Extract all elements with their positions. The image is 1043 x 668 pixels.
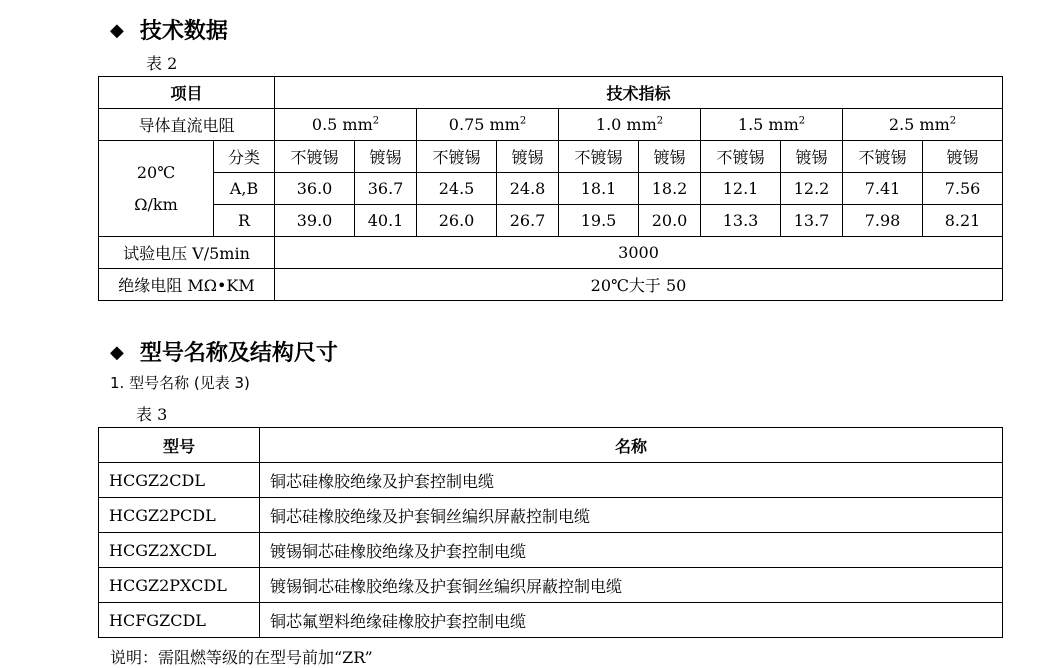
- name-cell: 镀锡铜芯硅橡胶绝缘及护套铜丝编织屏蔽控制电缆: [260, 568, 1003, 603]
- name-cell: 铜芯氟塑料绝缘硅橡胶护套控制电缆: [260, 603, 1003, 638]
- value-cell: 19.5: [559, 205, 639, 237]
- section-title-tech-data: [110, 14, 228, 45]
- conductor-resistance-label: 导体直流电阻: [99, 109, 275, 141]
- header-spec: 技术指标: [275, 77, 1003, 109]
- tin-label: 镀锡: [923, 141, 1003, 173]
- size-cell: 2.5 $mm^2$: [843, 109, 1003, 141]
- model-cell: HCGZ2XCDL: [99, 533, 260, 568]
- header-name: 名称: [260, 428, 1003, 463]
- value-cell: 12.1: [701, 173, 781, 205]
- table-row: [99, 205, 1003, 237]
- tech-data-table: [98, 76, 1003, 301]
- size-cell: 0.5 $mm^2$: [275, 109, 417, 141]
- tin-label: 镀锡: [639, 141, 701, 173]
- value-cell: 36.0: [275, 173, 355, 205]
- table-2-caption: 表 2: [146, 54, 178, 73]
- size-cell: 1.5 $mm^2$: [701, 109, 843, 141]
- tin-label: 镀锡: [497, 141, 559, 173]
- footnote: 说明：需阻燃等级的在型号前加“ZR”: [110, 648, 373, 667]
- voltage-value: 3000: [275, 237, 1003, 269]
- subheading: 1. 型号名称 (见表 3): [110, 374, 250, 392]
- model-cell: HCGZ2CDL: [99, 463, 260, 498]
- insulation-label: 绝缘电阻 MΩ•KM: [99, 269, 275, 301]
- unit-label: Ω/km: [134, 194, 178, 214]
- tin-label: 不镀锡: [701, 141, 781, 173]
- diamond-bullet-icon: ◆: [110, 342, 124, 363]
- temp-label: 20℃: [136, 162, 176, 182]
- insulation-row: [99, 269, 1003, 301]
- conductor-size-row: [99, 109, 1003, 141]
- value-cell: 7.41: [843, 173, 923, 205]
- diamond-bullet-icon: ◆: [110, 20, 124, 41]
- value-cell: 7.98: [843, 205, 923, 237]
- value-cell: 20.0: [639, 205, 701, 237]
- value-cell: 39.0: [275, 205, 355, 237]
- value-cell: 24.5: [417, 173, 497, 205]
- tin-label: 不镀锡: [417, 141, 497, 173]
- value-cell: 18.1: [559, 173, 639, 205]
- class-label: 分类: [214, 141, 275, 173]
- header-model: 型号: [99, 428, 260, 463]
- value-cell: 18.2: [639, 173, 701, 205]
- size-cell: 1.0 $mm^2$: [559, 109, 701, 141]
- voltage-row: [99, 237, 1003, 269]
- value-cell: 12.2: [781, 173, 843, 205]
- size-cell: 0.75 $mm^2$: [417, 109, 559, 141]
- value-cell: 7.56: [923, 173, 1003, 205]
- model-name-table: [98, 427, 1003, 638]
- table-row: [99, 173, 1003, 205]
- table-row: [99, 463, 1003, 498]
- value-cell: 13.7: [781, 205, 843, 237]
- section-title-models: [110, 336, 338, 367]
- value-cell: 13.3: [701, 205, 781, 237]
- insulation-value: 20℃大于 50: [275, 269, 1003, 301]
- model-cell: HCGZ2PXCDL: [99, 568, 260, 603]
- section-title-text: 技术数据: [139, 19, 228, 44]
- header-item: 项目: [99, 77, 275, 109]
- value-cell: 26.0: [417, 205, 497, 237]
- table-header-row: [99, 77, 1003, 109]
- section-title-text: 型号名称及结构尺寸: [139, 341, 338, 366]
- row-class: A,B: [214, 173, 275, 205]
- table-row: [99, 533, 1003, 568]
- model-cell: HCGZ2PCDL: [99, 498, 260, 533]
- value-cell: 24.8: [497, 173, 559, 205]
- table-3-caption: 表 3: [136, 405, 168, 424]
- tin-label: 不镀锡: [559, 141, 639, 173]
- tin-label: 镀锡: [781, 141, 843, 173]
- class-row: [99, 141, 1003, 173]
- row-class: R: [214, 205, 275, 237]
- table-row: [99, 603, 1003, 638]
- model-cell: HCFGZCDL: [99, 603, 260, 638]
- tin-label: 镀锡: [355, 141, 417, 173]
- table-header-row: [99, 428, 1003, 463]
- value-cell: 8.21: [923, 205, 1003, 237]
- name-cell: 铜芯硅橡胶绝缘及护套控制电缆: [260, 463, 1003, 498]
- value-cell: 40.1: [355, 205, 417, 237]
- voltage-label: 试验电压 V/5min: [99, 237, 275, 269]
- tin-label: 不镀锡: [843, 141, 923, 173]
- tin-label: 不镀锡: [275, 141, 355, 173]
- name-cell: 铜芯硅橡胶绝缘及护套铜丝编织屏蔽控制电缆: [260, 498, 1003, 533]
- value-cell: 26.7: [497, 205, 559, 237]
- temp-unit-cell: [99, 141, 214, 237]
- table-row: [99, 498, 1003, 533]
- table-row: [99, 568, 1003, 603]
- name-cell: 镀锡铜芯硅橡胶绝缘及护套控制电缆: [260, 533, 1003, 568]
- value-cell: 36.7: [355, 173, 417, 205]
